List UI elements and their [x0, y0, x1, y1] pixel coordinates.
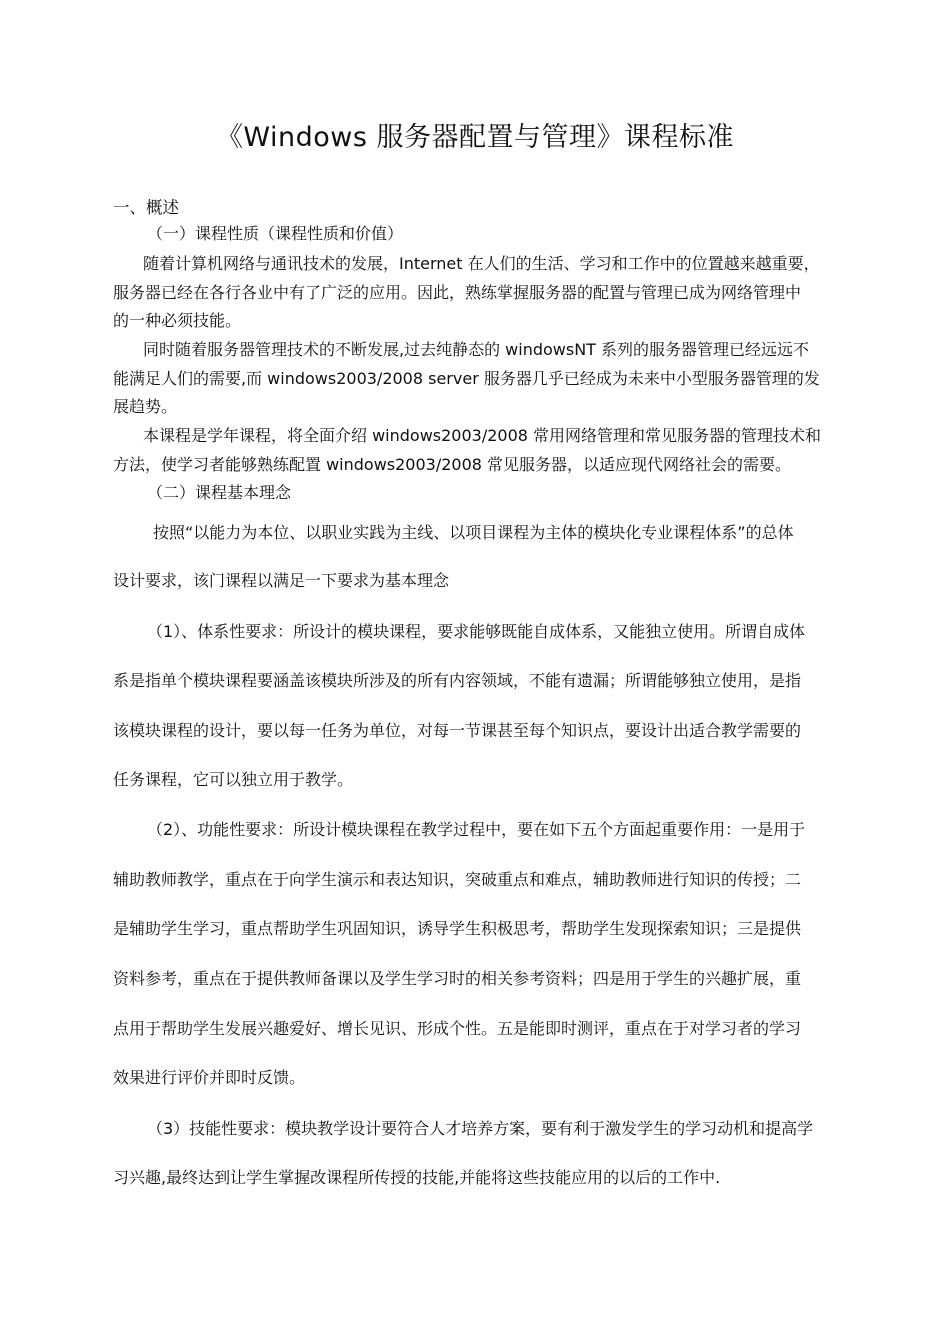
- paragraph-line: 点用于帮助学生发展兴趣爱好、增长见识、形成个性。五是能即时测评，重点在于对学习者的学习: [113, 1019, 802, 1038]
- paragraph-line: 的一种必须技能。: [113, 311, 242, 330]
- paragraph-line: （3）技能性要求：模块教学设计要符合人才培养方案，要有利于激发学生的学习动机和提高学: [147, 1119, 814, 1138]
- paragraph-line: 是辅助学生学习，重点帮助学生巩固知识，诱导学生积极思考，帮助学生发现探索知识；三是提供: [113, 919, 802, 938]
- paragraph-line: （2）、功能性要求：所设计模块课程在教学过程中，要在如下五个方面起重要作用：一是用于: [147, 820, 806, 839]
- section-heading-overview: 一、概述: [113, 198, 179, 217]
- paragraph-line: 服务器已经在各行各业中有了广泛的应用。因此，熟练掌握服务器的配置与管理已成为网络管理中: [113, 283, 802, 302]
- paragraph-line: 同时随着服务器管理技术的不断发展,过去纯静态的 windowsNT 系列的服务器管理已经远远不: [143, 340, 810, 359]
- paragraph-line: 方法，使学习者能够熟练配置 windows2003/2008 常见服务器，以适应现代网络社会的需要。: [113, 455, 792, 474]
- paragraph-line: 系是指单个模块课程要涵盖该模块所涉及的所有内容领域，不能有遗漏；所谓能够独立使用，是指: [113, 671, 802, 690]
- paragraph-line: 能满足人们的需要,而 windows2003/2008 server 服务器几乎已经成为未来中小型服务器管理的发: [113, 369, 820, 388]
- paragraph-line: 辅助教师教学，重点在于向学生演示和表达知识，突破重点和难点，辅助教师进行知识的传授；二: [113, 870, 802, 889]
- paragraph-line: 资料参考，重点在于提供教师备课以及学生学习时的相关参考资料；四是用于学生的兴趣扩展，重: [113, 969, 802, 988]
- paragraph-line: 展趋势。: [113, 397, 178, 416]
- paragraph-line: 本课程是学年课程，将全面介绍 windows2003/2008 常用网络管理和常见服务器的管理技术和: [143, 426, 822, 445]
- document-title: 《Windows 服务器配置与管理》课程标准: [215, 122, 735, 153]
- subsection-heading-course-nature: （一）课程性质（课程性质和价值）: [147, 224, 404, 243]
- subsection-heading-basic-concept: （二）课程基本理念: [147, 483, 292, 502]
- paragraph-line: 设计要求，该门课程以满足一下要求为基本理念: [113, 571, 450, 590]
- paragraph-line: 效果进行评价并即时反馈。: [113, 1068, 306, 1087]
- paragraph-line: （1）、体系性要求：所设计的模块课程，要求能够既能自成体系，又能独立使用。所谓自成体: [147, 622, 806, 641]
- paragraph-line: 按照“以能力为本位、以职业实践为主线、以项目课程为主体的模块化专业课程体系”的总体: [153, 523, 794, 542]
- paragraph-line: 随着计算机网络与通讯技术的发展，Internet 在人们的生活、学习和工作中的位置越来越重要，: [143, 254, 820, 273]
- paragraph-line: 习兴趣,最终达到让学生掌握改课程所传授的技能,并能将这些技能应用的以后的工作中.: [113, 1168, 721, 1187]
- paragraph-line: 该模块课程的设计，要以每一任务为单位，对每一节课甚至每个知识点，要设计出适合教学需要的: [113, 721, 802, 740]
- paragraph-line: 任务课程，它可以独立用于教学。: [113, 770, 354, 789]
